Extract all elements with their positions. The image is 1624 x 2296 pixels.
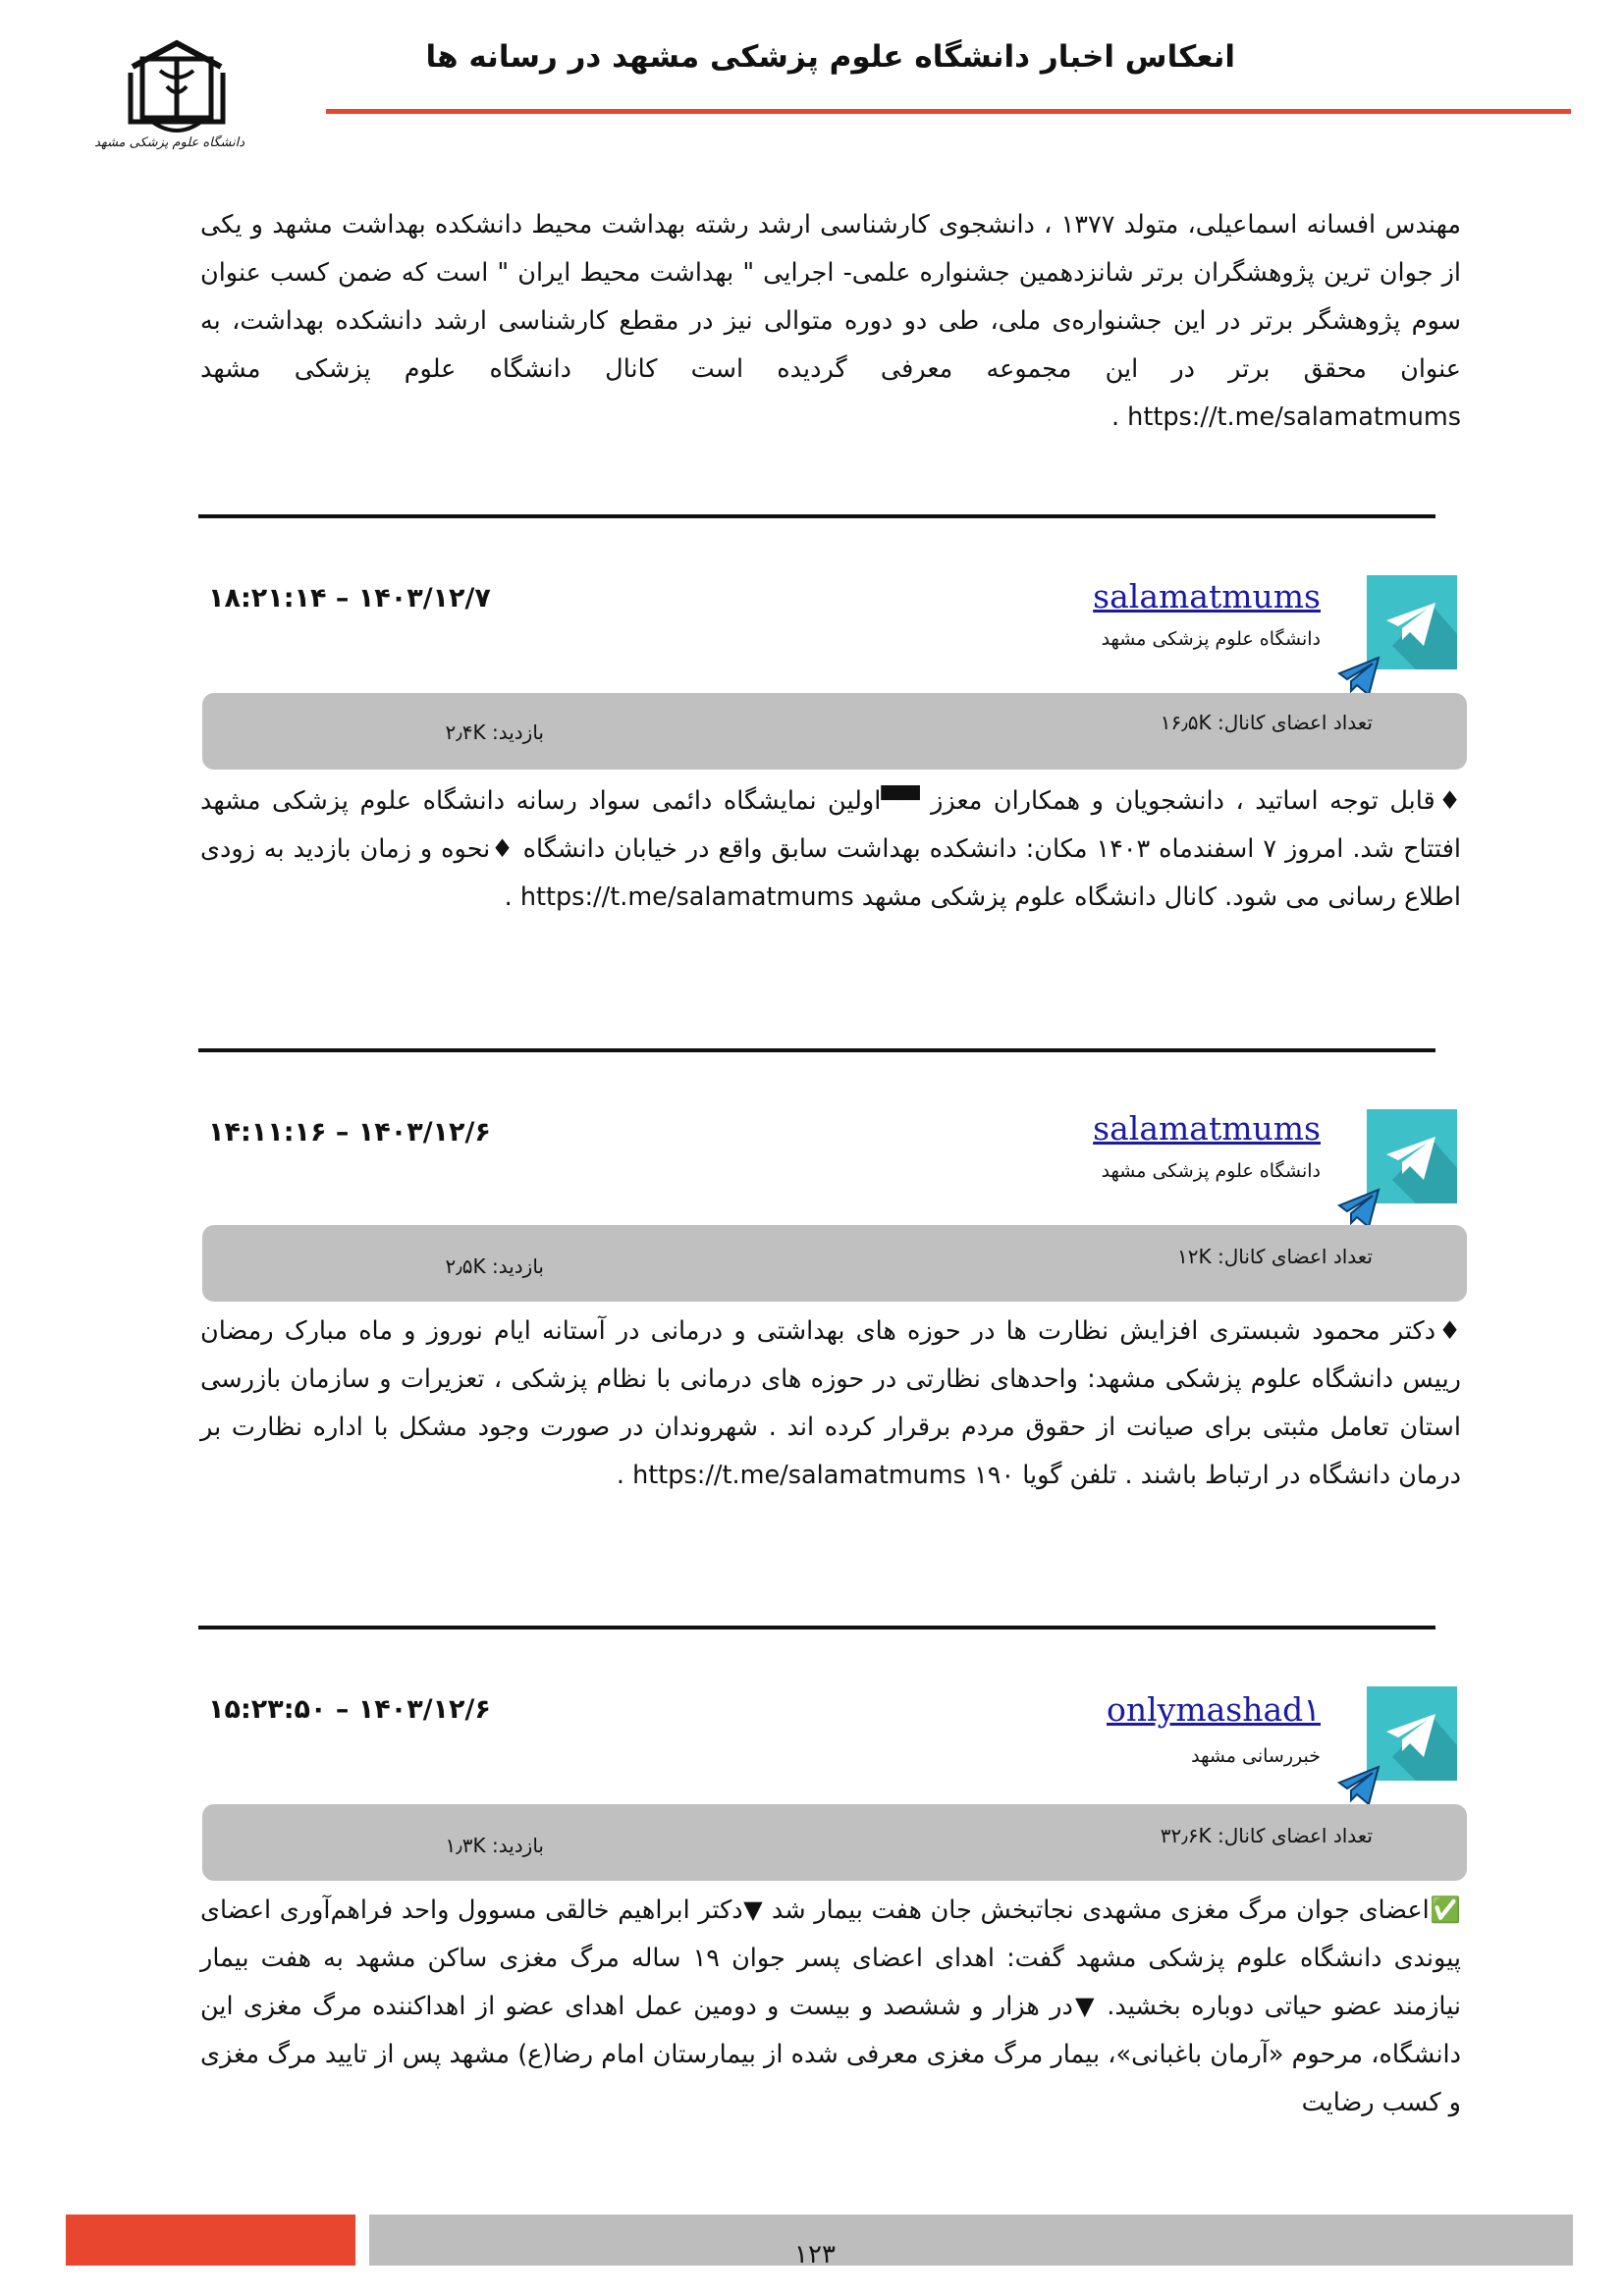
post-text: ♦دکتر محمود شبستری افزایش نظارت ها در حوزه های بهداشتی و درمانی در آستانه ایام نوروز و ماه مبارک رمضان رییس دانشگاه علوم پزشکی مشهد: واحدهای نظارتی در حوزه های درمانی با نظام پزشکی ، تعزیرات و سازمان بازرسی استان تعامل مثبتی برای صیانت از حقوق مردم برقرار کرده اند . شهروندان در صورت وجود مشکل با اداره نظارت بر درمان دانشگاه در ارتباط باشند . تلفن گویا ۱۹۰ https://t.me/salamatmums .: [200, 1316, 1461, 1490]
view-count: بازدید: ۲٫۴K: [445, 721, 544, 744]
post-separator: [198, 1626, 1435, 1629]
post-separator: [198, 514, 1435, 518]
post-separator: [198, 1048, 1435, 1052]
telegram-badge-icon: [1335, 652, 1382, 699]
post-text: ♦قابل توجه اساتید ، دانشجویان و همکاران معزز ▀▀اولین نمایشگاه دائمی سواد رسانه دانشگاه علوم پزشکی مشهد افتتاح شد. امروز ۷ اسفندماه ۱۴۰۳ مکان: دانشکده بهداشت سابق واقع در خیابان دانشگاه ♦نحوه و زمان بازدید به زودی اطلاع رسانی می شود. کانال دانشگاه علوم پزشکی مشهد https://t.me/salamatmums .: [200, 786, 1461, 912]
footer-accent-bar: [66, 2215, 355, 2266]
channel-name: خبررسانی مشهد: [1191, 1745, 1321, 1767]
page-number: ۱۲۳: [794, 2240, 836, 2269]
channel-handle-link[interactable]: salamatmums: [1093, 1109, 1321, 1148]
channel-handle-link[interactable]: onlymashad۱: [1107, 1690, 1321, 1729]
channel-handle-link[interactable]: salamatmums: [1093, 577, 1321, 615]
member-count: تعداد اعضای کانال: ۱۲K: [1177, 1245, 1373, 1268]
telegram-badge-icon: [1335, 1184, 1382, 1231]
header-divider: [326, 109, 1571, 114]
view-count: بازدید: ۱٫۳K: [445, 1834, 544, 1857]
channel-name: دانشگاه علوم پزشکی مشهد: [1101, 628, 1321, 650]
view-count: بازدید: ۲٫۵K: [445, 1255, 544, 1278]
page-title: انعکاس اخبار دانشگاه علوم پزشکی مشهد در رسانه ها: [425, 39, 1235, 75]
post-datetime: ۱۵:۲۳:۵۰ – ۱۴۰۳/۱۲/۶: [208, 1694, 491, 1725]
footer-bar: [369, 2215, 1573, 2266]
post-text: ✅اعضای جوان مرگ مغزی مشهدی نجاتبخش جان هفت بیمار شد ▼دکتر ابراهیم خالقی مسوول واحد فراهم‌آوری اعضای پیوندی دانشگاه علوم پزشکی مشهد گفت: اهدای اعضای پسر جوان ۱۹ ساله مرگ مغزی ساکن مشهد به هفت بیمار نیازمند عضو حیاتی دوباره بخشید. ▼در هزار و ششصد و بیست و دومین عمل اهدای عضو از اهداکننده مرگ مغزی این دانشگاه، مرحوم «آرمان باغبانی»، بیمار مرگ مغزی معرفی شده از بیمارستان امام رضا(ع) مشهد پس از تایید مرگ مغزی و کسب رضایت: [200, 1896, 1461, 2117]
intro-paragraph: مهندس افسانه اسماعیلی، متولد ۱۳۷۷ ، دانشجوی کارشناسی ارشد رشته بهداشت محیط دانشکده بهداشت مشهد و یکی از جوان ترین پژوهشگران برتر شانزدهمین جشنواره علمی- اجرایی " بهداشت محیط ایران " است که ضمن کسب عنوان سوم پژوهشگر برتر در این جشنواره‌ی ملی، طی دو دوره متوالی نیز در مقطع کارشناسی ارشد دانشکده بهداشت، به عنوان محقق برتر در این مجموعه معرفی گردیده است کانال دانشگاه علوم پزشکی مشهد https://t.me/salamatmums .: [200, 210, 1461, 432]
telegram-badge-icon: [1335, 1761, 1382, 1808]
member-count: تعداد اعضای کانال: ۱۶٫۵K: [1160, 711, 1373, 734]
logo-caption: دانشگاه علوم پزشکی مشهد: [94, 135, 244, 150]
post-datetime: ۱۴:۱۱:۱۶ – ۱۴۰۳/۱۲/۶: [208, 1117, 491, 1148]
member-count: تعداد اعضای کانال: ۳۲٫۶K: [1160, 1824, 1373, 1847]
university-logo: [94, 37, 244, 165]
post-datetime: ۱۸:۲۱:۱۴ – ۱۴۰۳/۱۲/۷: [208, 583, 491, 614]
channel-name: دانشگاه علوم پزشکی مشهد: [1101, 1160, 1321, 1182]
